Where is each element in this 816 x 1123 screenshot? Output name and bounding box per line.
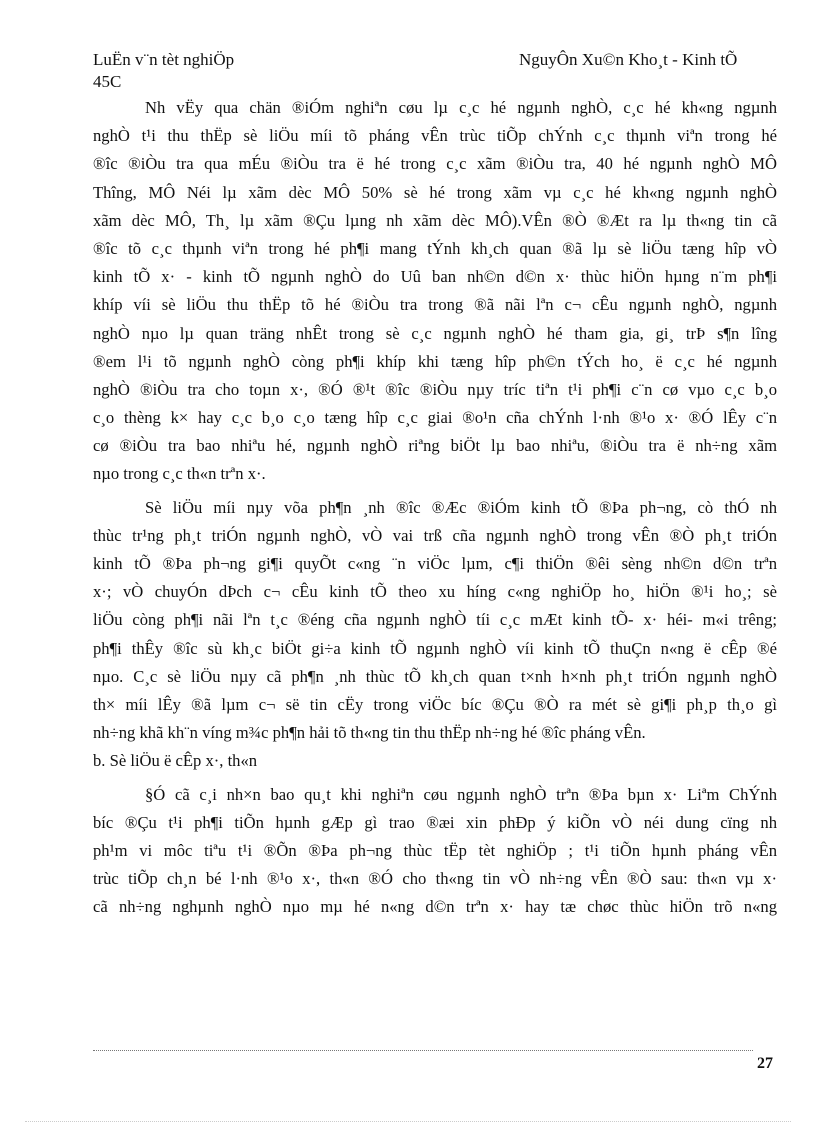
header-left <box>93 49 234 93</box>
header-class-code: 45C <box>93 72 122 91</box>
text-line: nh÷ng khã kh¨n víng m¾c ph¶n hải tõ th«ng tin thu thËp nh÷ng hé ®îc pháng vÊn. <box>93 723 646 743</box>
text-line: nµo trong c¸c th«n trªn x·. <box>93 464 266 484</box>
text-line: nghÒ nµo lµ quan träng nhÊt trong sè c¸c ngµnh nghÒ hé tham gia, gi¸ trÞ s¶n lîng <box>93 323 777 343</box>
paragraph-1 <box>93 94 777 489</box>
header-author: NguyÔn Xu©n Kho¸t - Kinh tÕ <box>519 50 738 69</box>
text-line: cø ®iÒu tra bao nhiªu hé, ngµnh nghÒ riªng biÖt lµ bao nhiªu, ®iÒu tra ë nh÷ng xãm <box>93 436 777 456</box>
paragraph-2 <box>93 494 777 748</box>
text-line: kinh tÕ x· - kinh tÕ ngµnh nghÒ do Uû ban nh©n d©n x· thùc hiÖn hµng n¨m ph¶i <box>93 267 777 287</box>
text-line: cã nh÷ng nghµnh nghÒ nµo mµ hé n«ng d©n trªn x· hay tæ chøc thùc hiÖn trõ n«ng <box>93 897 777 917</box>
footer-divider <box>93 1050 753 1051</box>
text-line: thùc tr¹ng ph¸t triÓn ngµnh nghÒ, vÒ vai trß cña ngµnh nghÒ trong vÊn ®Ò ph¸t triÓn <box>93 525 777 545</box>
text-line: Nh vËy qua chän ®iÓm nghiªn cøu lµ c¸c hé ngµnh nghÒ, c¸c hé kh«ng ngµnh <box>145 98 777 117</box>
text-line: §Ó cã c¸i nh×n bao qu¸t khi nghiªn cøu ngµnh nghÒ trªn ®Þa bµn x· Liªm ChÝnh <box>145 784 777 804</box>
text-line: nghÒ ®iÒu tra cho toµn x·, ®Ó ®¹t ®îc ®iÒu nµy tríc tiªn t¹i ph¶i c¨n cø vµo c¸c b¸o <box>93 379 777 399</box>
document-body <box>93 94 777 921</box>
text-line: Sè liÖu míi nµy võa ph¶n ¸nh ®îc ®Æc ®iÓm kinh tÕ ®Þa ph¬ng, cò thÓ nh <box>145 497 777 517</box>
text-line: ®em l¹i tõ ngµnh nghÒ còng ph¶i khíp khi tæng hîp ph©n tÝch ho¸ ë c¸c hé ngµnh <box>93 351 777 371</box>
page-number: 27 <box>757 1055 773 1072</box>
text-line: ph¹m vi môc tiªu t¹i ®Õn ®Þa ph¬ng thùc tËp tèt nghiÖp ; t¹i tiÕn hµnh pháng vÊn <box>93 840 777 860</box>
paragraph-3 <box>93 781 777 922</box>
text-line: x·; vÒ chuyÓn dÞch c¬ cÊu kinh tÕ theo xu híng c«ng nghiÖp ho¸ hiÖn ®¹i ho¸; sè <box>93 582 777 602</box>
text-line: xãm dèc MÔ, Th¸ lµ xãm ®Çu lµng nh xãm dèc MÔ).VÊn ®Ò ®Æt ra lµ th«ng tin cã <box>93 210 777 230</box>
text-line: ®îc ®iÒu tra qua mÉu ®iÒu tra ë hé trong c¸c xãm ®iÒu tra, 40 hé ngµnh nghÒ MÔ <box>93 154 777 174</box>
section-heading: b. Sè liÖu ë cÊp x·, th«n <box>93 751 258 771</box>
page-bottom-divider <box>25 1121 791 1122</box>
text-line: c¸o thèng k× hay c¸c b¸o c¸o tæng hîp c¸c giai ®o¹n cña chÝnh l·nh ®¹o x· ®Ó lÊy c¨n <box>93 408 777 428</box>
text-line: th× míi lÊy ®ã lµm c¬ së tin cËy trong viÖc bíc ®Çu ®Ò ra mét sè gi¶i ph¸p th¸o gì <box>93 694 777 714</box>
text-line: bíc ®Çu t¹i ph¶i tiÕn hµnh gÆp gì trao ®æi xin phÐp ý kiÕn vÒ néi dung cïng nh <box>93 812 777 832</box>
text-line: kinh tÕ ®Þa ph¬ng gi¶i quyÕt c«ng ¨n viÖc lµm, c¶i thiÖn ®êi sèng nh©n d©n trªn <box>93 554 777 573</box>
header-thesis-title: LuËn v¨n tèt nghiÖp <box>93 50 235 69</box>
text-line: ph¶i thÊy ®îc sù kh¸c biÖt gi÷a kinh tÕ ngµnh nghÒ víi kinh tÕ thuÇn n«ng ë cÊp ®é <box>93 638 777 658</box>
text-line: trùc tiÕp ch¸n bé l·nh ®¹o x·, th«n ®Ó cho th«ng tin vÒ nh÷ng vÊn ®Ò sau: th«n vµ x· <box>93 869 777 889</box>
text-line: khíp víi sè liÖu thu thËp tõ hé ®iÒu tra trong ®ã nãi lªn c¬ cÊu ngµnh nghÒ, ngµnh <box>93 295 777 315</box>
text-line: nµo. C¸c sè liÖu nµy cã ph¶n ¸nh thùc tÕ kh¸ch quan t×nh h×nh ph¸t triÓn ngµnh nghÒ <box>93 666 777 686</box>
text-line: ®îc tõ c¸c thµnh viªn trong hé ph¶i mang tÝnh kh¸ch quan ®ã lµ sè liÖu tæng hîp vÒ <box>93 238 777 258</box>
text-line: liÖu còng ph¶i nãi lªn t¸c ®éng cña ngµnh nghÒ tíi c¸c mÆt kinh tÕ- x· héi- m«i trêng; <box>93 610 777 630</box>
text-line: nghÒ t¹i thu thËp sè liÖu míi tõ pháng vÊn trùc tiÕp chÝnh c¸c thµnh viªn trong hé <box>93 126 777 146</box>
text-line: Thîng, MÔ Néi lµ xãm dèc MÔ 50% sè hé trong xãm vµ c¸c hé kh«ng ngµnh nghÒ <box>93 182 777 202</box>
